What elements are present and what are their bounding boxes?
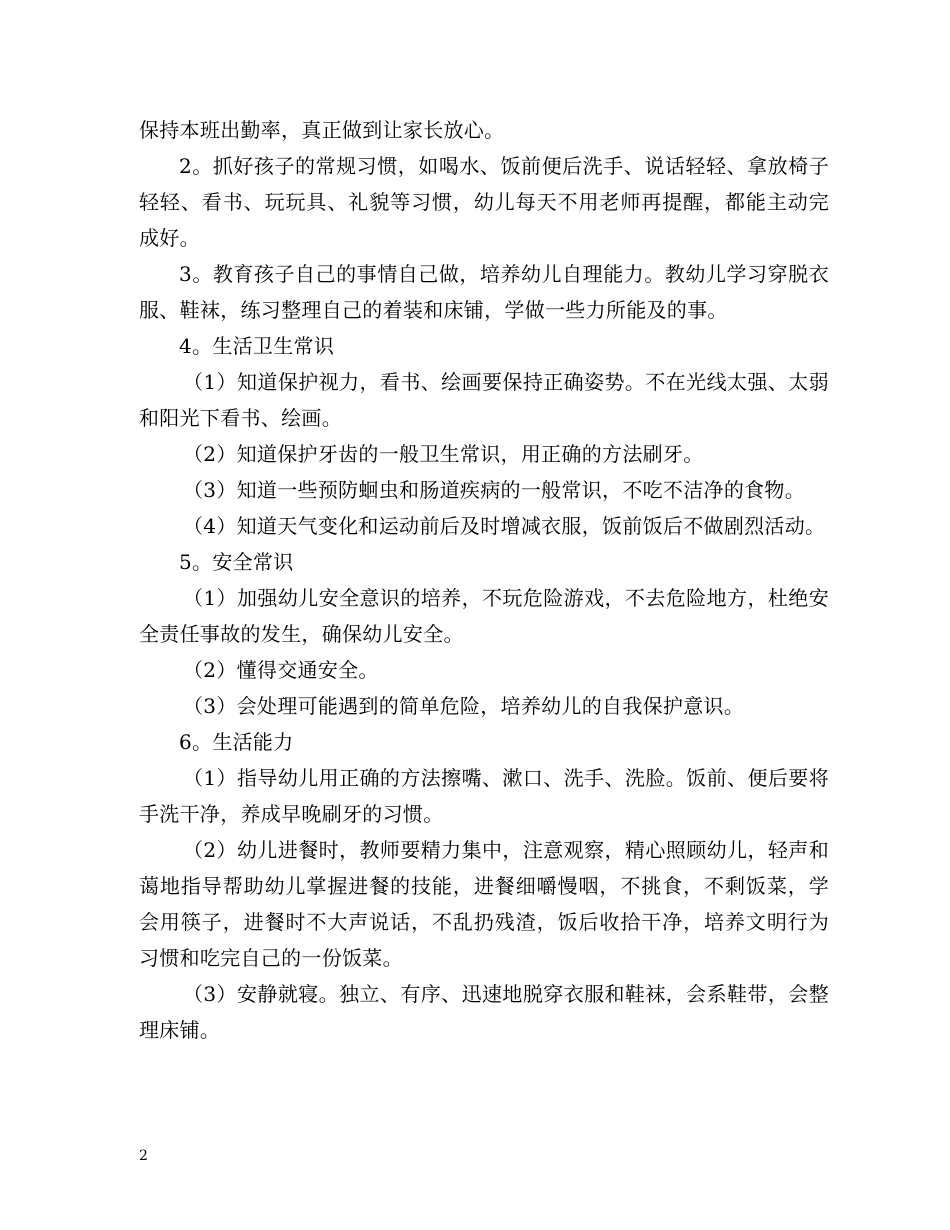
list-item: （2）幼儿进餐时，教师要精力集中，注意观察，精心照顾幼儿，轻声和蔼地指导帮助幼儿掌握进餐的技能，进餐细嚼慢咽，不挑食，不剩饭菜，学会用筷子，进餐时不大声说话，不乱扔残渣，饭后收拾干净，培养文明行为习惯和吃完自己的一份饭菜。	[139, 838, 829, 970]
page-number: 2	[139, 1148, 148, 1164]
list-item: （3）知道一些预防蛔虫和肠道疾病的一般常识，不吃不洁净的食物。	[183, 478, 806, 502]
paragraph: 2。抓好孩子的常规习惯，如喝水、饭前便后洗手、说话轻轻、拿放椅子轻轻、看书、玩玩具、礼貌等习惯，幼儿每天不用老师再提醒，都能主动完成好。	[139, 154, 829, 250]
list-item: （2）知道保护牙齿的一般卫生常识，用正确的方法刷牙。	[183, 442, 704, 466]
list-item: （3）安静就寝。独立、有序、迅速地脱穿衣服和鞋袜，会系鞋带，会整理床铺。	[139, 982, 829, 1042]
section-heading: 4。生活卫生常识	[179, 334, 335, 358]
list-item: （2）懂得交通安全。	[183, 658, 379, 682]
list-item: （3）会处理可能遇到的简单危险，培养幼儿的自我保护意识。	[183, 694, 745, 718]
section-heading: 6。生活能力	[179, 730, 294, 754]
paragraph: 3。教育孩子自己的事情自己做，培养幼儿自理能力。教幼儿学习穿脱衣服、鞋袜，练习整理自己的着装和床铺，学做一些力所能及的事。	[139, 262, 829, 322]
list-item: （1）加强幼儿安全意识的培养，不玩危险游戏，不去危险地方，杜绝安全责任事故的发生，确保幼儿安全。	[139, 586, 829, 646]
list-item: （4）知道天气变化和运动前后及时增减衣服，饭前饭后不做剧烈活动。	[183, 514, 826, 538]
paragraph: 保持本班出勤率，真正做到让家长放心。	[139, 118, 505, 142]
section-heading: 5。安全常识	[179, 550, 294, 574]
list-item: （1）知道保护视力，看书、绘画要保持正确姿势。不在光线太强、太弱和阳光下看书、绘画。	[139, 370, 829, 430]
list-item: （1）指导幼儿用正确的方法擦嘴、漱口、洗手、洗脸。饭前、便后要将手洗干净，养成早晚刷牙的习惯。	[139, 766, 829, 826]
document-body	[139, 112, 829, 1048]
